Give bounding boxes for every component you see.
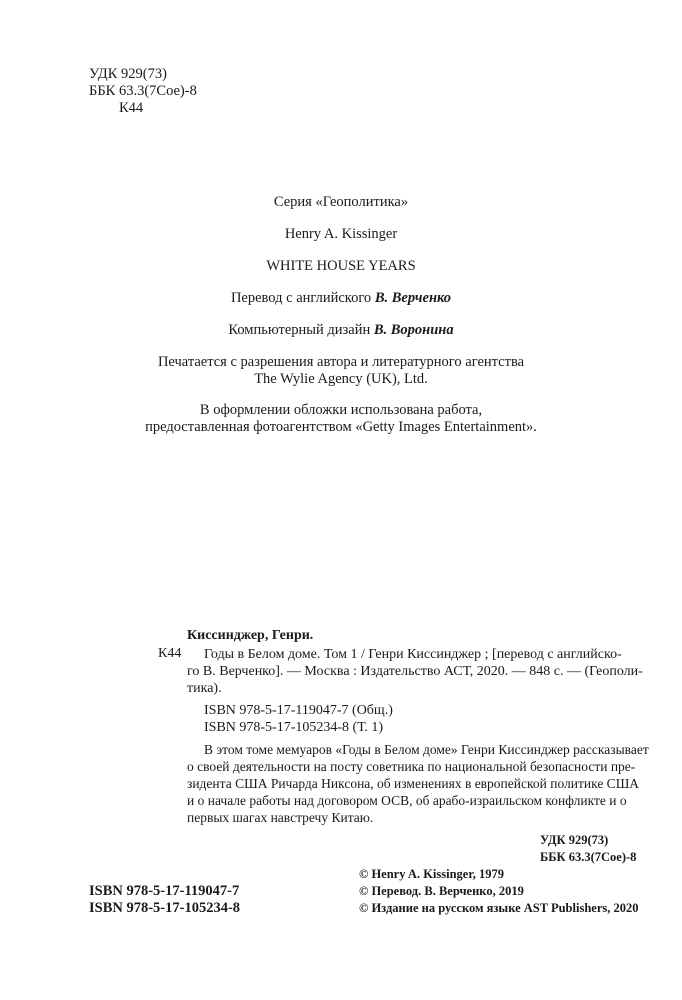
isbn-volume: ISBN 978-5-17-105234-8 (89, 900, 241, 916)
permission-line-2: The Wylie Agency (UK), Ltd. (254, 371, 428, 387)
catalog-description-line-1: Годы в Белом доме. Том 1 / Генри Киссинджер ; [перевод с английско- (204, 647, 622, 662)
copyright-edition: © Издание на русском языке AST Publishers, 2020 (359, 901, 639, 915)
catalog-mark: К44 (158, 646, 182, 661)
catalog-udk: УДК 929(73) (540, 833, 609, 847)
udk-code: УДК 929(73) (89, 66, 167, 82)
catalog-description-line-2: го В. Верченко]. — Москва : Издательство АСТ, 2020. — 848 с. — (Геополи- (187, 664, 643, 679)
design-label: Компьютерный дизайн (228, 322, 371, 338)
catalog-isbn-general: ISBN 978-5-17-119047-7 (Общ.) (204, 703, 393, 718)
design-credit (0, 322, 682, 339)
catalog-bbk: ББК 63.3(7Сое)-8 (540, 850, 637, 864)
translation-label: Перевод с английского (230, 290, 372, 306)
isbn-general: ISBN 978-5-17-119047-7 (89, 883, 240, 899)
abstract-line-4: и о начале работы над договором ОСВ, об арабо-израильском конфликте и о (187, 793, 627, 808)
permission-line-1: Печатается с разрешения автора и литературного агентства (157, 354, 525, 370)
catalog-isbn-volume: ISBN 978-5-17-105234-8 (Т. 1) (204, 720, 384, 735)
abstract-line-3: зидента США Ричарда Никсона, об изменениях в европейской политике США (187, 776, 640, 791)
original-author: Henry A. Kissinger (284, 226, 398, 242)
author-mark: К44 (119, 100, 144, 116)
translation-credit (0, 290, 682, 307)
copyright-author: © Henry A. Kissinger, 1979 (359, 867, 504, 881)
abstract-line-5: первых шагах навстречу Китаю. (187, 810, 374, 825)
abstract-line-1: В этом томе мемуаров «Годы в Белом доме» Генри Киссинджер рассказывает (204, 742, 649, 757)
series-name: Серия «Геополитика» (273, 194, 409, 210)
cover-note-line-2: предоставленная фотоагентством «Getty Images Entertainment». (145, 419, 537, 435)
abstract-line-2: о своей деятельности на посту советника по национальной безопасности пре- (187, 759, 636, 774)
original-title: WHITE HOUSE YEARS (266, 258, 416, 274)
catalog-heading: Киссинджер, Генри. (187, 628, 314, 643)
designer-name: В. Воронина (373, 322, 454, 338)
cover-note-line-1: В оформлении обложки использована работа, (199, 402, 483, 418)
bbk-code: ББК 63.3(7Сое)-8 (89, 83, 197, 99)
copyright-translation: © Перевод. В. Верченко, 2019 (359, 884, 524, 898)
translator-name: В. Верченко (374, 290, 452, 306)
catalog-description-line-3: тика). (187, 681, 222, 696)
